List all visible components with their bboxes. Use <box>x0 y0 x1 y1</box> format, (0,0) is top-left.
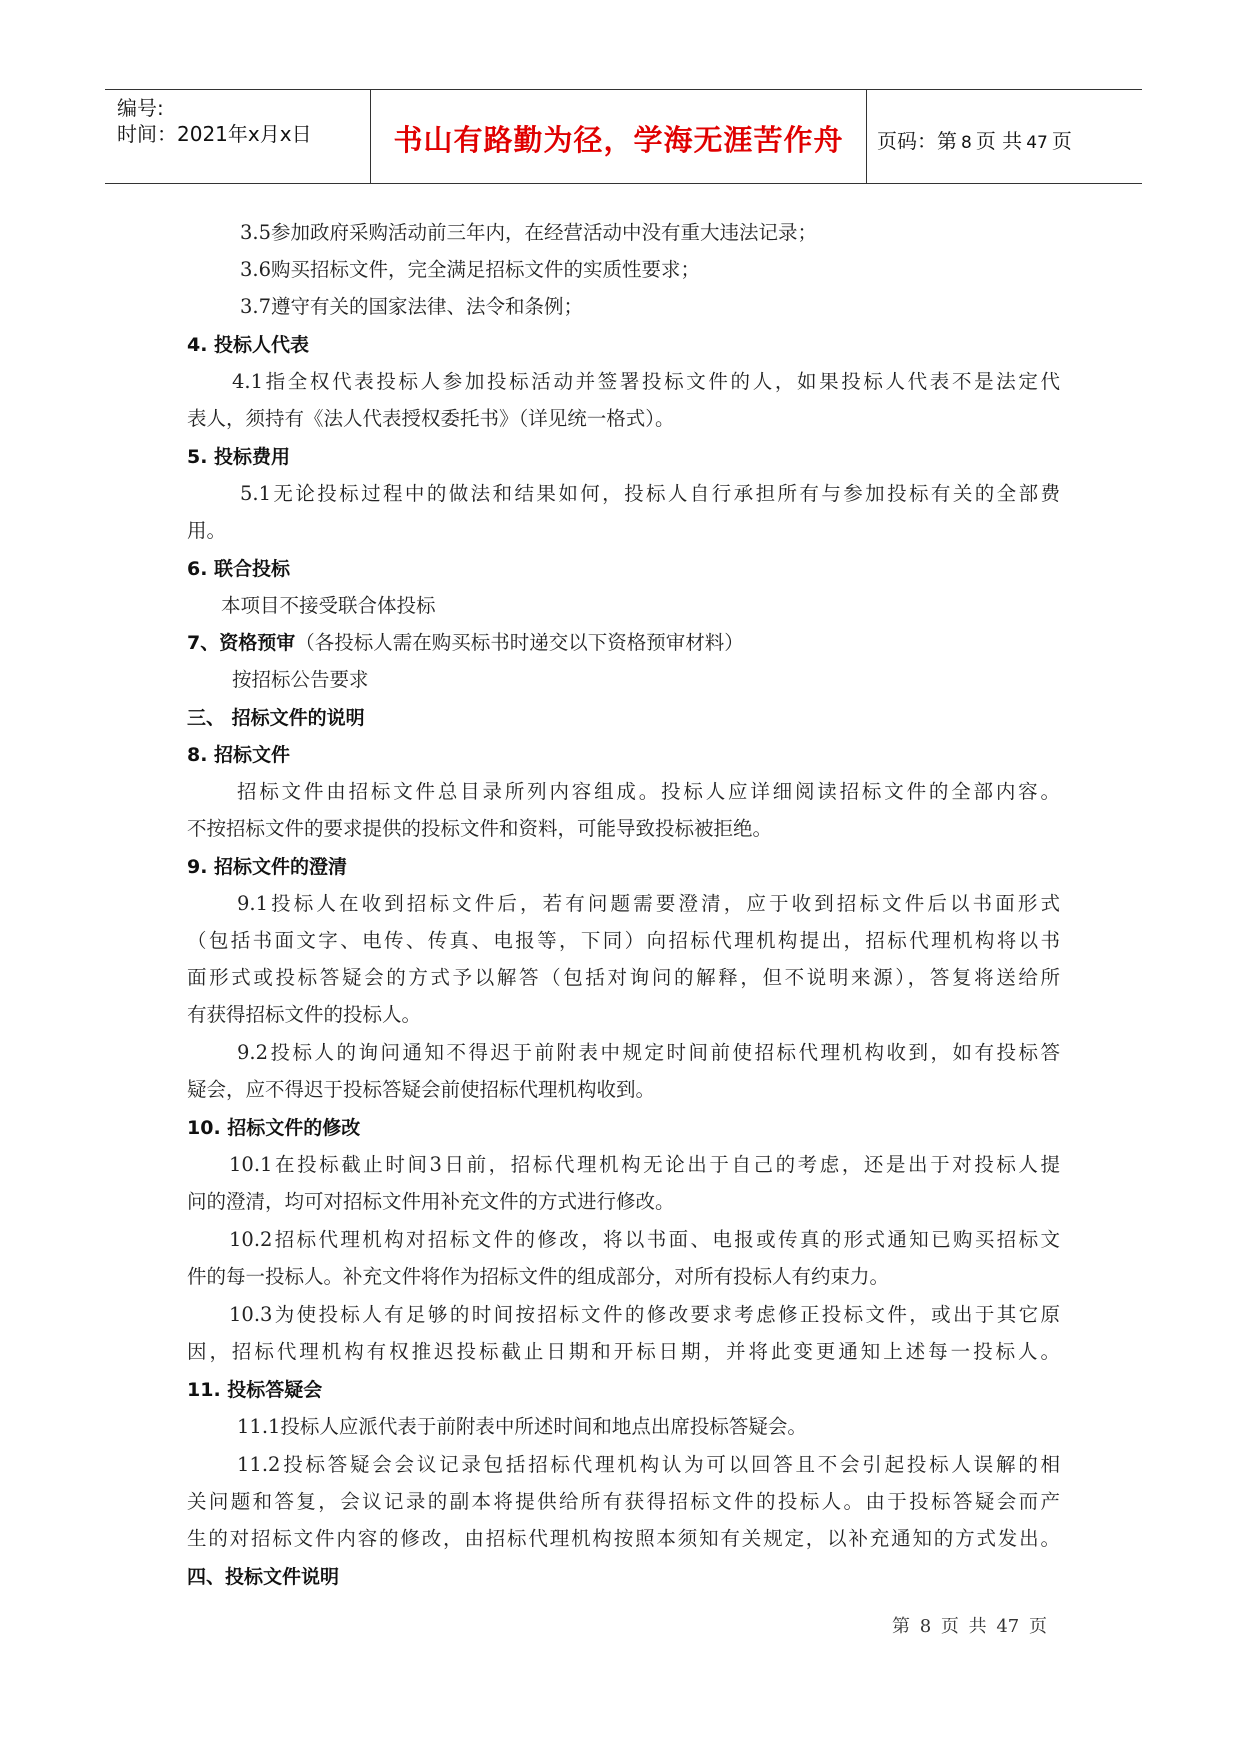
clause-9-1-line2: （包括书面文字、电传、传真、电报等，下同）向招标代理机构提出，招标代理机构将以书 <box>187 929 1060 952</box>
document-time-label: 时间：2021年x月x日 <box>117 122 312 146</box>
clause-8-line2: 不按招标文件的要求提供的投标文件和资料，可能导致投标被拒绝。 <box>187 817 773 840</box>
clause-8-line1: 招标文件由招标文件总目录所列内容组成。投标人应详细阅读招标文件的全部内容。 <box>237 780 1060 803</box>
section-4-heading: 4. 投标人代表 <box>187 334 310 356</box>
section-9-heading: 9. 招标文件的澄清 <box>187 856 348 878</box>
clause-11-2-line2: 关问题和答复，会议记录的副本将提供给所有获得招标文件的投标人。由于投标答疑会而产 <box>187 1490 1060 1513</box>
clause-10-3-line2: 因，招标代理机构有权推迟投标截止日期和开标日期，并将此变更通知上述每一投标人。 <box>187 1340 1060 1363</box>
clause-10-1-line2: 问的澄清，均可对招标文件用补充文件的方式进行修改。 <box>187 1190 675 1213</box>
page-number: 8 <box>961 133 972 153</box>
section-8-heading: 8. 招标文件 <box>187 744 291 766</box>
section-11-heading: 11. 投标答疑会 <box>187 1379 323 1401</box>
section-7-note: （各投标人需在购买标书时递交以下资格预审材料） <box>295 631 744 654</box>
section-7-title: 7、资格预审 <box>187 632 296 654</box>
header-left-cell <box>105 90 371 183</box>
header-middle-cell <box>371 90 867 183</box>
part-4-heading: 四、投标文件说明 <box>187 1566 340 1588</box>
clause-9-1-line3: 面形式或投标答疑会的方式予以解答（包括对询问的解释，但不说明来源），答复将送给所 <box>187 966 1060 989</box>
clause-5-1-line2: 用。 <box>187 519 227 542</box>
section-10-heading: 10. 招标文件的修改 <box>187 1117 361 1139</box>
clause-4-1-line2: 表人，须持有《法人代表授权委托书》（详见统一格式）。 <box>187 407 675 430</box>
section-6-heading: 6. 联合投标 <box>187 558 291 580</box>
clause-5-1-line1: 5.1无论投标过程中的做法和结果如何，投标人自行承担所有与参加投标有关的全部费 <box>240 482 1060 505</box>
section-5-heading: 5. 投标费用 <box>187 446 291 468</box>
clause-11-2-line3: 生的对招标文件内容的修改，由招标代理机构按照本须知有关规定，以补充通知的方式发出。 <box>187 1527 1060 1550</box>
header-page-info <box>877 125 1072 154</box>
clause-9-1-line4: 有获得招标文件的投标人。 <box>187 1003 422 1026</box>
part-3-heading: 三、 招标文件的说明 <box>187 707 365 729</box>
clause-9-2-line2: 疑会，应不得迟于投标答疑会前使招标代理机构收到。 <box>187 1078 656 1101</box>
clause-11-2-line1: 11.2投标答疑会会议记录包括招标代理机构认为可以回答且不会引起投标人误解的相 <box>237 1453 1060 1476</box>
clause-4-1-line1: 4.1指全权代表投标人参加投标活动并签署投标文件的人，如果投标人代表不是法定代 <box>232 370 1060 393</box>
clause-3-5: 3.5参加政府采购活动前三年内，在经营活动中没有重大违法记录； <box>240 221 818 244</box>
section-6-text: 本项目不接受联合体投标 <box>221 594 436 617</box>
page-footer: 第 8 页 共 47 页 <box>892 1616 1047 1637</box>
document-number-label: 编号: <box>117 96 164 120</box>
page-header <box>105 89 1142 184</box>
page-mid: 页 共 <box>975 129 1023 153</box>
page-suffix: 页 <box>1051 129 1072 153</box>
header-right-cell <box>867 90 1142 183</box>
clause-3-7: 3.7遵守有关的国家法律、法令和条例； <box>240 295 584 318</box>
section-7-heading <box>187 628 1060 658</box>
section-7-text: 按招标公告要求 <box>232 668 369 691</box>
clause-10-2-line2: 件的每一投标人。补充文件将作为招标文件的组成部分，对所有投标人有约束力。 <box>187 1265 890 1288</box>
page-prefix: 页码：第 <box>877 129 957 153</box>
header-motto: 书山有路勤为径，学海无涯苦作舟 <box>393 123 844 157</box>
clause-10-2-line1: 10.2招标代理机构对招标文件的修改，将以书面、电报或传真的形式通知已购买招标文 <box>229 1228 1060 1251</box>
clause-11-1: 11.1投标人应派代表于前附表中所述时间和地点出席投标答疑会。 <box>237 1415 807 1438</box>
clause-3-6: 3.6购买招标文件，完全满足招标文件的实质性要求； <box>240 258 701 281</box>
page-total: 47 <box>1026 133 1048 153</box>
clause-9-2-line1: 9.2投标人的询问通知不得迟于前附表中规定时间前使招标代理机构收到，如有投标答 <box>237 1041 1060 1064</box>
clause-9-1-line1: 9.1投标人在收到招标文件后，若有问题需要澄清，应于收到招标文件后以书面形式 <box>237 892 1060 915</box>
clause-10-1-line1: 10.1在投标截止时间3日前，招标代理机构无论出于自己的考虑，还是出于对投标人提 <box>229 1153 1060 1176</box>
clause-10-3-line1: 10.3为使投标人有足够的时间按招标文件的修改要求考虑修正投标文件，或出于其它原 <box>229 1303 1060 1326</box>
